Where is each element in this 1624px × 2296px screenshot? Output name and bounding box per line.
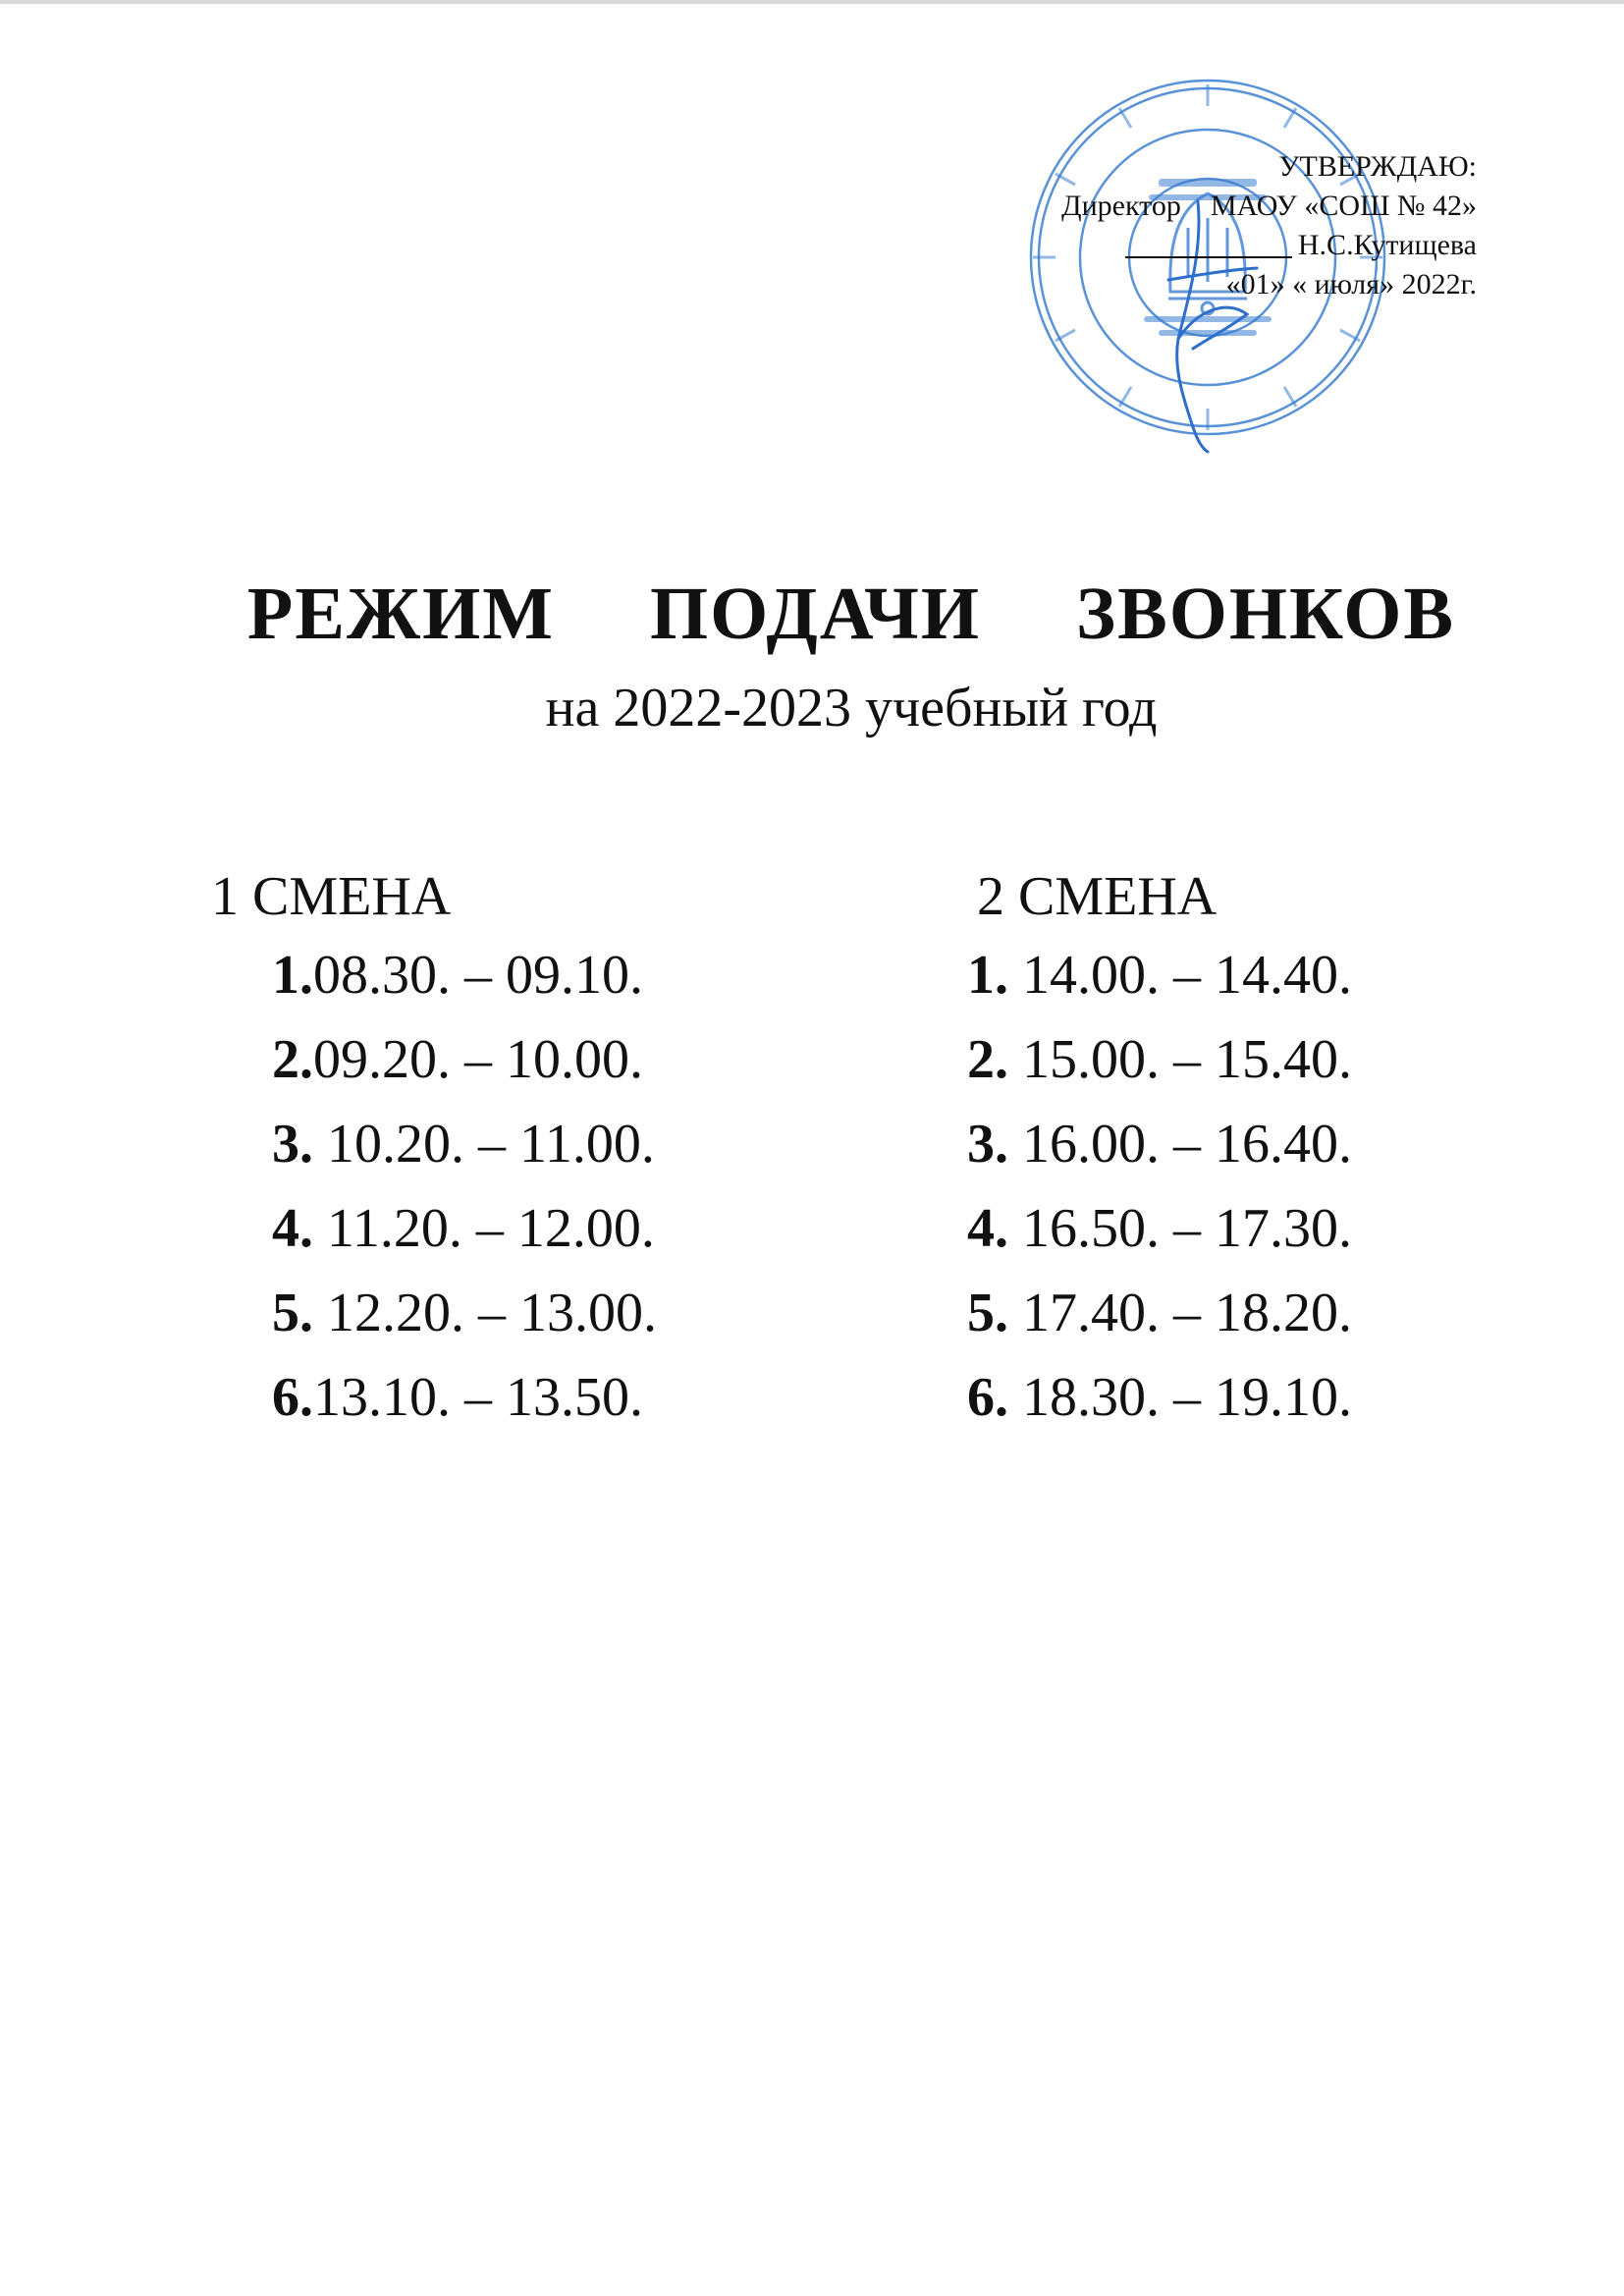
director-position: Директор (1061, 190, 1181, 222)
lesson-item (272, 1281, 657, 1365)
lesson-time: 16.50. – 17.30. (1008, 1198, 1352, 1259)
lesson-item (272, 1112, 657, 1196)
lesson-number: 6. (272, 1367, 313, 1428)
lesson-number: 4. (272, 1198, 313, 1259)
approval-block (868, 147, 1477, 304)
director-name: Н.С.Кутищева (1297, 229, 1477, 261)
approval-date-year: 2022г. (1401, 268, 1477, 301)
lesson-number: 3. (272, 1114, 313, 1175)
page-subtitle: на 2022-2023 учебный год (545, 678, 1158, 738)
lesson-time: 14.00. – 14.40. (1008, 945, 1352, 1006)
approval-heading: УТВЕРЖДАЮ: (1278, 150, 1477, 183)
shift-heading: 1 СМЕНА (211, 866, 452, 927)
approval-date-line (868, 265, 1477, 304)
scan-edge-line (0, 0, 1624, 4)
lesson-number: 6. (967, 1367, 1008, 1428)
approval-name-line (868, 226, 1477, 265)
lesson-list (967, 943, 1352, 1449)
school-name: МАОУ «СОШ № 42» (1210, 190, 1477, 222)
lesson-time: 15.00. – 15.40. (1008, 1029, 1352, 1090)
lesson-item (272, 943, 657, 1027)
shift-2-schedule (967, 864, 1352, 1449)
page-title: РЕЖИМ ПОДАЧИ ЗВОНКОВ (246, 573, 1456, 655)
lesson-number: 2. (272, 1029, 313, 1090)
lesson-time: 18.30. – 19.10. (1008, 1367, 1352, 1428)
shift-1-schedule (211, 864, 657, 1449)
title-block (0, 570, 1624, 740)
lesson-item (272, 1365, 657, 1449)
lesson-number: 1. (967, 945, 1008, 1006)
lesson-time: 16.00. – 16.40. (1008, 1114, 1352, 1175)
approval-date-day: «01» (1225, 268, 1285, 301)
lesson-time: 13.10. – 13.50. (313, 1367, 643, 1428)
lesson-item (967, 943, 1352, 1027)
lesson-number: 3. (967, 1114, 1008, 1175)
lesson-item (967, 1281, 1352, 1365)
lesson-number: 2. (967, 1029, 1008, 1090)
signature-line (1125, 256, 1292, 258)
lesson-time: 11.20. – 12.00. (313, 1198, 655, 1259)
lesson-item (272, 1196, 657, 1281)
lesson-item (967, 1112, 1352, 1196)
lesson-time: 10.20. – 11.00. (313, 1114, 655, 1175)
lesson-item (967, 1196, 1352, 1281)
lesson-number: 4. (967, 1198, 1008, 1259)
lesson-time: 08.30. – 09.10. (313, 945, 643, 1006)
approval-date-month: « июля» (1292, 268, 1395, 301)
lesson-number: 1. (272, 945, 313, 1006)
approval-position-line (868, 187, 1477, 226)
lesson-time: 17.40. – 18.20. (1008, 1283, 1352, 1343)
lesson-item (272, 1027, 657, 1112)
lesson-time: 09.20. – 10.00. (313, 1029, 643, 1090)
lesson-item (967, 1027, 1352, 1112)
shift-heading: 2 СМЕНА (977, 866, 1218, 927)
lesson-item (967, 1365, 1352, 1449)
lesson-time: 12.20. – 13.00. (313, 1283, 657, 1343)
lesson-number: 5. (272, 1283, 313, 1343)
lesson-number: 5. (967, 1283, 1008, 1343)
lesson-list (272, 943, 657, 1449)
